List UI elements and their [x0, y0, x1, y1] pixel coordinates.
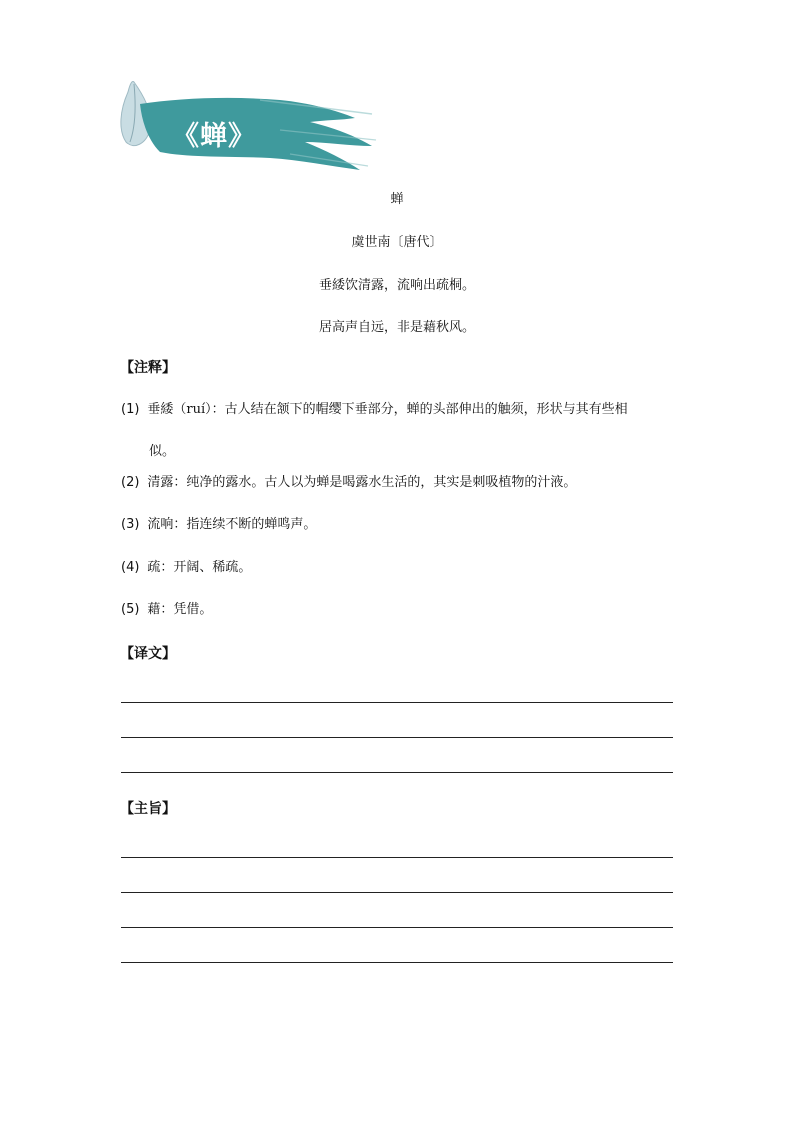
note-item-1 [121, 400, 681, 462]
poem-author: 虞世南〔唐代〕 [351, 235, 443, 250]
translation-heading: 【译文】 [120, 646, 176, 662]
note-text: 流响：指连续不断的蝉鸣声。 [147, 517, 317, 532]
note-text: 藉：凭借。 [147, 602, 213, 617]
note-number: (1) [121, 402, 140, 417]
notes-heading: 【注释】 [120, 360, 176, 376]
banner-title: 《蝉》 [172, 121, 256, 152]
note-number: (3) [121, 517, 140, 532]
theme-answer-line[interactable] [121, 892, 673, 893]
note-text: 疏：开阔、稀疏。 [147, 560, 252, 575]
note-item-2 [121, 473, 681, 493]
translation-answer-line[interactable] [121, 772, 673, 773]
note-number: (5) [121, 602, 140, 617]
theme-answer-line[interactable] [121, 927, 673, 928]
translation-answer-line[interactable] [121, 702, 673, 703]
title-banner [110, 70, 380, 185]
note-number: (4) [121, 560, 140, 575]
note-text-continued: 似。 [149, 444, 176, 459]
theme-answer-line[interactable] [121, 962, 673, 963]
poem-title: 蝉 [390, 192, 404, 207]
note-text: 垂緌（ruí）：古人结在颔下的帽缨下垂部分，蝉的头部伸出的触须，形状与其有些相 [147, 402, 628, 417]
note-item-3 [121, 515, 681, 535]
note-item-4 [121, 558, 681, 578]
poem-line-2: 居高声自远，非是藉秋风。 [318, 320, 475, 335]
poem-line-1: 垂緌饮清露，流响出疏桐。 [318, 278, 475, 293]
note-text: 清露：纯净的露水。古人以为蝉是喝露水生活的，其实是刺吸植物的汁液。 [147, 475, 577, 490]
theme-heading: 【主旨】 [120, 801, 176, 817]
theme-answer-line[interactable] [121, 857, 673, 858]
translation-answer-line[interactable] [121, 737, 673, 738]
note-number: (2) [121, 475, 140, 490]
note-item-5 [121, 600, 681, 620]
